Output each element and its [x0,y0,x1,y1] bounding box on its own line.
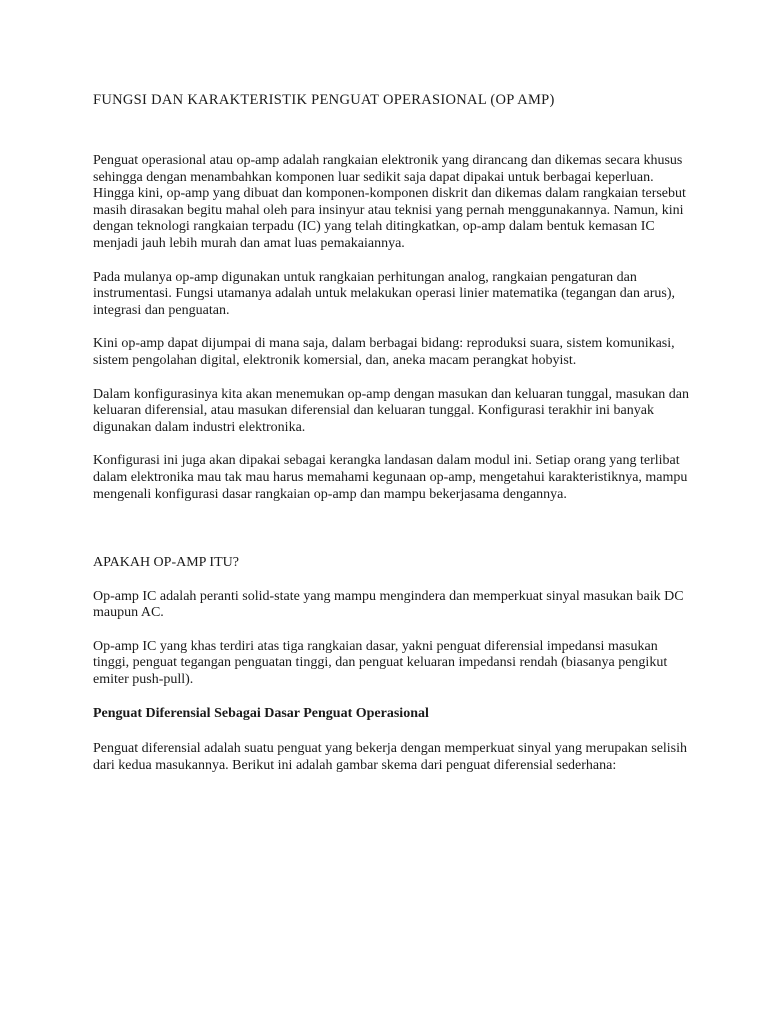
paragraph: Op-amp IC adalah peranti solid-state yang mampu mengindera dan memperkuat sinyal masukan baik DC maupun AC. [93,588,684,621]
paragraph: Kini op-amp dapat dijumpai di mana saja, dalam berbagai bidang: reproduksi suara, sistem komunikasi, sistem pengolahan digital, elektronik komersial, dan, aneka macam perangkat hobyist. [93,336,675,368]
paragraph: Op-amp IC yang khas terdiri atas tiga rangkaian dasar, yakni penguat diferensial impedansi masukan tinggi, penguat tegangan penguatan tinggi, dan penguat keluaran impedansi rendah (biasanya pengikut emiter push-pull). [93,638,668,688]
document-page [93,92,693,791]
paragraph: Penguat diferensial adalah suatu penguat yang bekerja dengan memperkuat sinyal yang merupakan selisih dari kedua masukannya. Berikut ini adalah gambar skema dari penguat diferensial sederhana: [93,741,688,773]
paragraph: Penguat operasional atau op-amp adalah rangkaian elektronik yang dirancang dan dikemas secara khusus sehingga dengan menambahkan komponen luar sedikit saja dapat dipakai untuk berbagai keperluan. Hingga kini, op-amp yang dibuat dan komponen-komponen diskrit dan dikemas dalam rangkaian tersebut masih dirasakan begitu mahal oleh para insinyur atau teknisi yang pernah menggunakannya. Namun, kini dengan teknologi rangkaian terpadu (IC) yang telah ditingkatkan, op-amp dalam bentuk kemasan IC menjadi jauh lebih murah dan amat luas pemakaiannya. [93,153,686,251]
paragraph: Dalam konfigurasinya kita akan menemukan op-amp dengan masukan dan keluaran tunggal, masukan dan keluaran diferensial, atau masukan diferensial dan keluaran tunggal. Konfigurasi terakhir ini banyak digunakan dalam industri elektronika. [93,386,689,435]
paragraph: Pada mulanya op-amp digunakan untuk rangkaian perhitungan analog, rangkaian pengaturan dan instrumentasi. Fungsi utamanya adalah untuk melakukan operasi linier matematika (tegangan dan arus), integrasi dan penguatan. [93,269,675,318]
section-heading: APAKAH OP-AMP ITU? [93,555,239,571]
document-title: FUNGSI DAN KARAKTERISTIK PENGUAT OPERASIONAL (OP AMP) [93,92,555,108]
paragraph: Konfigurasi ini juga akan dipakai sebagai kerangka landasan dalam modul ini. Setiap orang yang terlibat dalam elektronika mau tak mau harus memahami kegunaan op-amp, mengetahui karakteristiknya, mampu mengenali konfigurasi dasar rangkaian op-amp dan mampu bekerjasama dengannya. [93,453,688,502]
sub-heading: Penguat Diferensial Sebagai Dasar Penguat Operasional [93,705,429,721]
